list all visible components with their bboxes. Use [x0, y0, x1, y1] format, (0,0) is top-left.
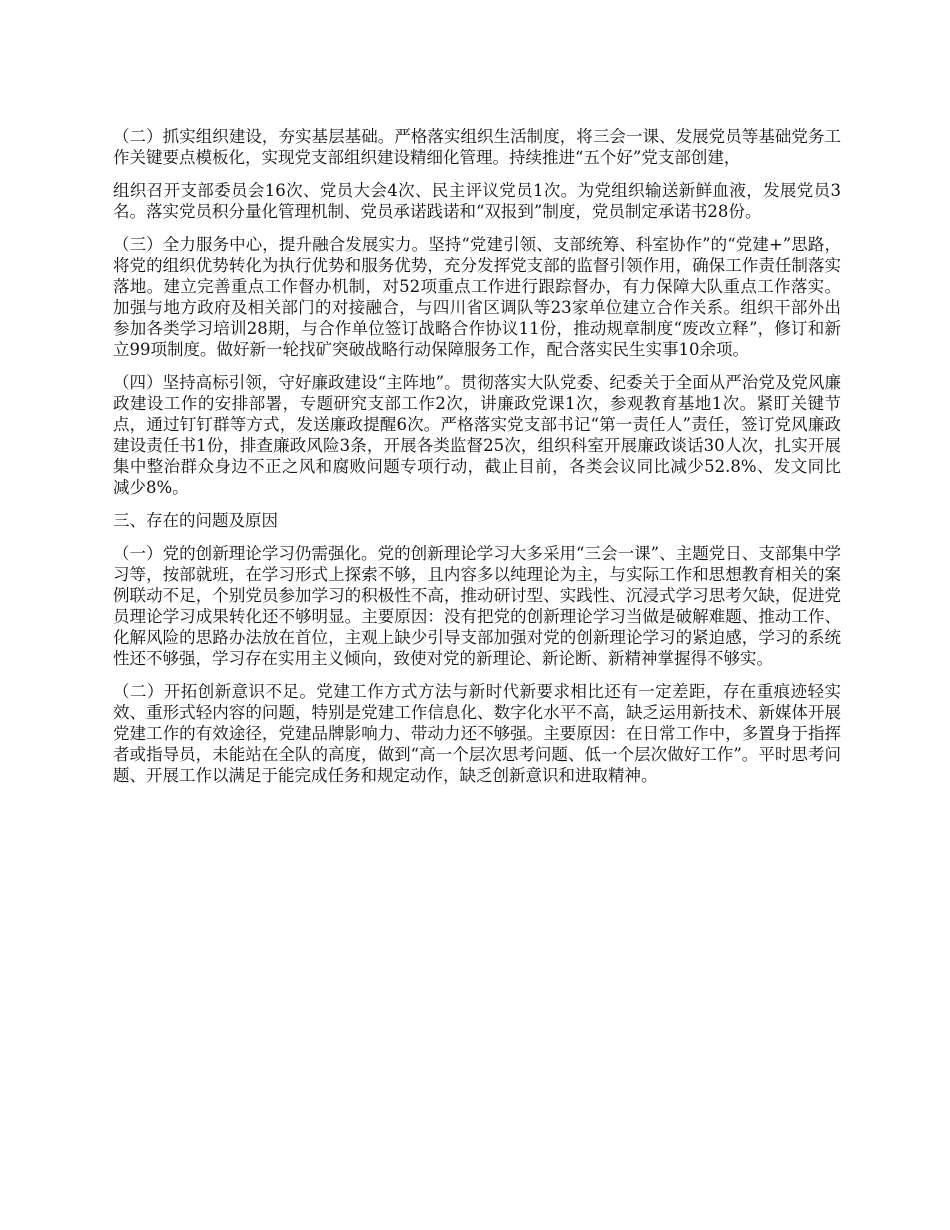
document-body	[113, 126, 841, 798]
section-heading-problems: 三、存在的问题及原因	[113, 511, 278, 530]
paragraph-organization-building: （二）抓实组织建设，夯实基层基础。严格落实组织生活制度，将三会一课、发展党员等基础党务工作关键要点模板化，实现党支部组织建设精细化管理。持续推进“五个好”党支部创建，	[113, 127, 841, 167]
paragraph-innovation-awareness: （二）开拓创新意识不足。党建工作方式方法与新时代新要求相比还有一定差距，存在重痕迹轻实效、重形式轻内容的问题，特别是党建工作信息化、数字化水平不高，缺乏运用新技术、新媒体开展党建工作的有效途径，党建品牌影响力、带动力还不够强。主要原因：在日常工作中，多置身于指挥者或指导员，未能站在全队的高度，做到“高一个层次思考问题、低一个层次做好工作”。平时思考问题、开展工作以满足于能完成任务和规定动作，缺乏创新意识和进取精神。	[113, 682, 841, 785]
paragraph-integrity-building: （四）坚持高标引领，守好廉政建设“主阵地”。贯彻落实大队党委、纪委关于全面从严治党及党风廉政建设工作的安排部署，专题研究支部工作2次，讲廉政党课1次，参观教育基地1次。紧盯关键节点，通过钉钉群等方式，发送廉政提醒6次。严格落实党支部书记“第一责任人”责任，签订党风廉政建设责任书1份，排查廉政风险3条，开展各类监督25次，组织科室开展廉政谈话30人次，扎实开展集中整治群众身边不正之风和腐败问题专项行动，截止目前，各类会议同比减少52.8%、发文同比减少8%。	[113, 373, 841, 497]
paragraph-theory-study: （一）党的创新理论学习仍需强化。党的创新理论学习大多采用“三会一课”、主题党日、支部集中学习等，按部就班，在学习形式上探索不够，且内容多以纯理论为主，与实际工作和思想教育相关的案例联动不足，个别党员参加学习的积极性不高，推动研讨型、实践性、沉浸式学习思考欠缺，促进党员理论学习成果转化还不够明显。主要原因：没有把党的创新理论学习当做是破解难题、推动工作、化解风险的思路办法放在首位，主观上缺少引导支部加强对党的创新理论学习的紧迫感，学习的系统性还不够强，学习存在实用主义倾向，致使对党的新理论、新论断、新精神掌握得不够实。	[113, 544, 841, 668]
paragraph-meetings-statistics: 组织召开支部委员会16次、党员大会4次、民主评议党员1次。为党组织输送新鲜血液，发展党员3名。落实党员积分量化管理机制、党员承诺践诺和“双报到”制度，党员制定承诺书28份。	[113, 181, 841, 221]
paragraph-service-center: （三）全力服务中心，提升融合发展实力。坚持“党建引领、支部统筹、科室协作”的“党建+”思路，将党的组织优势转化为执行优势和服务优势，充分发挥党支部的监督引领作用，确保工作责任制落实落地。建立完善重点工作督办机制，对52项重点工作进行跟踪督办，有力保障大队重点工作落实。加强与地方政府及相关部门的对接融合，与四川省区调队等23家单位建立合作关系。组织干部外出参加各类学习培训28期，与合作单位签订战略合作协议11份，推动规章制度“废改立释”，修订和新立99项制度。做好新一轮找矿突破战略行动保障服务工作，配合落实民生实事10余项。	[113, 235, 841, 359]
